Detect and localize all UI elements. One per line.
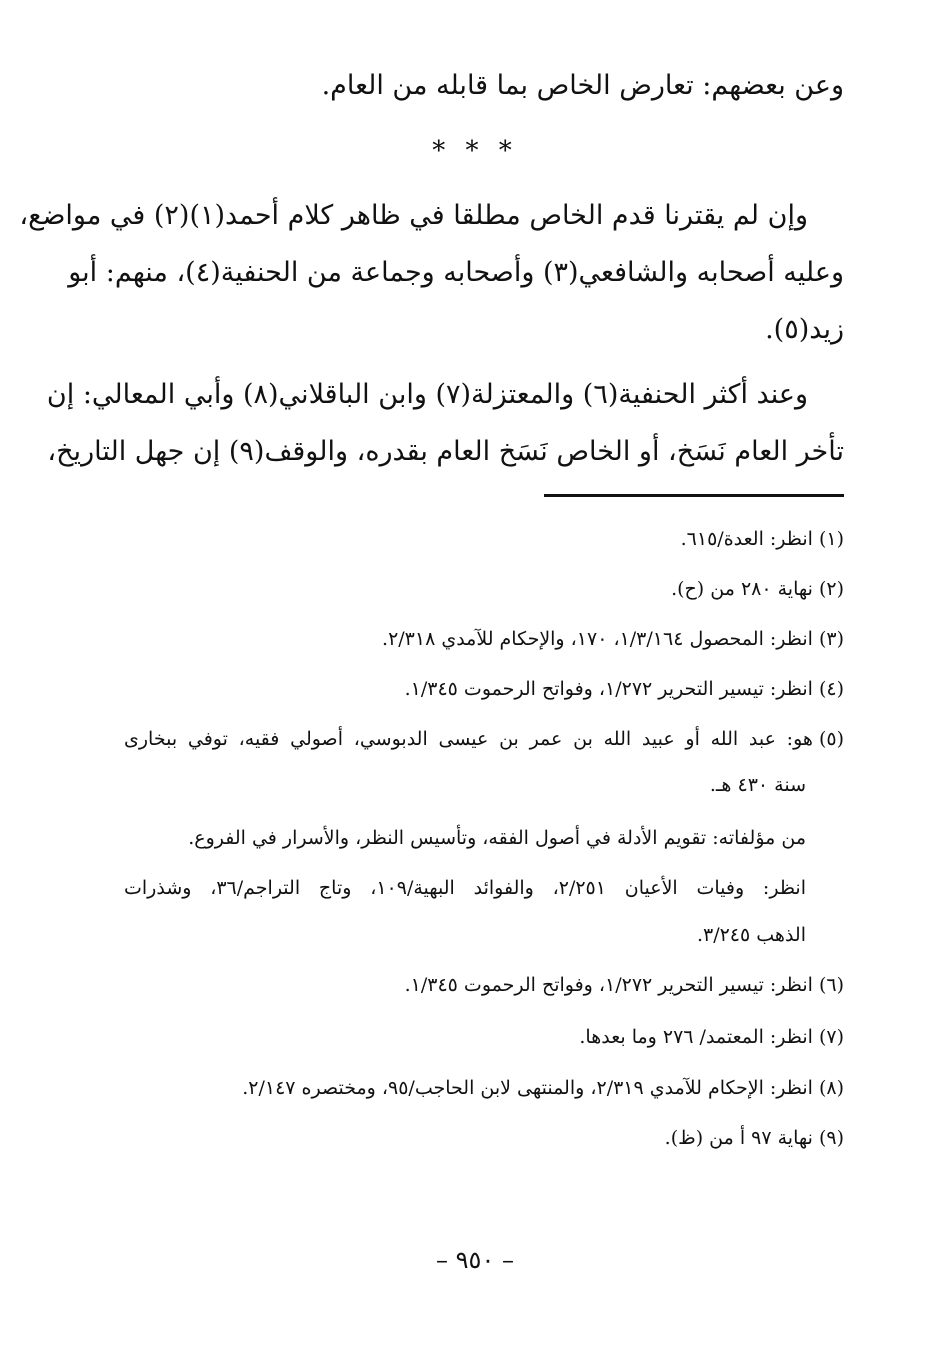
paragraph-2-line-3: زيد(٥).	[765, 314, 844, 345]
footnote-8	[124, 1073, 844, 1103]
footnote-number: (٣)	[818, 628, 844, 650]
footnote-5-line-2: سنة ٤٣٠ هـ.	[709, 774, 806, 796]
footnote-5-line-4: انظر: وفيات الأعيان ٢/٢٥١، والفوائد البهية/١٠٩، وتاج التراجم/٣٦، وشذرات	[124, 877, 806, 899]
paragraph-3-line-1: وعند أكثر الحنفية(٦) والمعتزلة(٧) وابن الباقلاني(٨) وأبي المعالي: إن	[46, 379, 808, 410]
footnote-5-line-3: من مؤلفاته: تقويم الأدلة في أصول الفقه، وتأسيس النظر، والأسرار في الفروع.	[188, 827, 806, 849]
footnote-number: (٥)	[818, 728, 844, 750]
footnote-number: (٤)	[818, 678, 844, 700]
footnote-2	[124, 574, 844, 604]
body-line-1: وعن بعضهم: تعارض الخاص بما قابله من العام.	[321, 70, 844, 101]
footnote-3	[124, 624, 844, 654]
footnote-text: انظر: المحصول ١/٣/١٦٤، ١٧٠، والإحكام للآمدي ٢/٣١٨.	[382, 628, 813, 650]
footnote-number: (٧)	[818, 1026, 844, 1048]
section-separator-stars: * * *	[432, 136, 518, 166]
paragraph-2-line-2: وعليه أصحابه والشافعي(٣) وأصحابه وجماعة من الحنفية(٤)، منهم: أبو	[68, 257, 844, 288]
footnote-text: انظر: المعتمد/ ٢٧٦ وما بعدها.	[579, 1026, 813, 1048]
footnote-6	[124, 970, 844, 1000]
footnote-text: انظر: تيسير التحرير ١/٢٧٢، وفواتح الرحموت ١/٣٤٥.	[404, 678, 813, 700]
footnote-number: (٢)	[818, 578, 844, 600]
footnote-separator-rule	[544, 494, 844, 497]
paragraph-3-line-2: تأخر العام نَسَخ، أو الخاص نَسَخ العام بقدره، والوقف(٩) إن جهل التاريخ،	[47, 436, 844, 467]
footnote-5-line-5: الذهب ٣/٢٤٥.	[696, 924, 806, 946]
footnote-number: (٦)	[818, 974, 844, 996]
footnote-text: انظر: الإحكام للآمدي ٢/٣١٩، والمنتهى لابن الحاجب/٩٥، ومختصره ٢/١٤٧.	[242, 1077, 813, 1099]
footnote-7	[124, 1022, 844, 1052]
footnote-number: (١)	[818, 528, 844, 550]
footnote-text: انظر: العدة/٦١٥.	[680, 528, 813, 550]
footnote-text: نهاية ٢٨٠ من (ح).	[671, 578, 813, 600]
footnote-text: نهاية ٩٧ أ من (ظ).	[664, 1127, 813, 1149]
footnote-number: (٨)	[818, 1077, 844, 1099]
paragraph-2-line-1: وإن لم يقترنا قدم الخاص مطلقا في ظاهر كلام أحمد(١)(٢) في مواضع،	[19, 200, 808, 231]
footnote-text: انظر: تيسير التحرير ١/٢٧٢، وفواتح الرحموت ١/٣٤٥.	[404, 974, 813, 996]
footnote-text: هو: عبد الله أو عبيد الله بن عمر بن عيسى الدبوسي، أصولي فقيه، توفي ببخارى	[124, 728, 813, 750]
footnote-4	[124, 674, 844, 704]
footnote-5-line-1	[124, 724, 844, 754]
footnote-1	[124, 524, 844, 554]
footnote-9	[124, 1123, 844, 1153]
footnote-number: (٩)	[818, 1127, 844, 1149]
page-number: – ٩٥٠ –	[436, 1246, 514, 1274]
